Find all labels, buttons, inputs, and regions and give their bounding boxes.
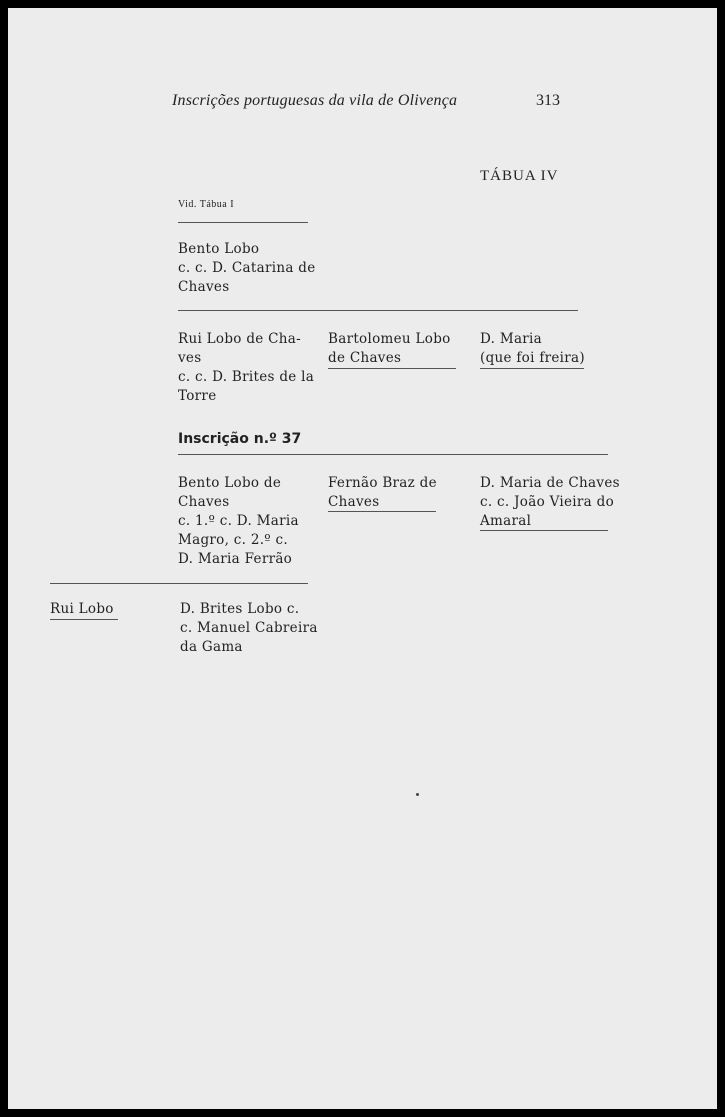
page-number: 313 [536,92,560,109]
divider [50,619,118,620]
entry-line: Bento Lobo [178,241,260,257]
divider [50,583,308,584]
entry-line: D. Maria Ferrão [178,551,293,567]
entry-line: Magro, c. 2.º c. [178,532,288,548]
entry-line: c. c. D. Brites de la [178,369,315,385]
entry-line: D. Maria [480,331,543,347]
entry-line: Rui Lobo de Cha- [178,331,301,347]
entry-line: Chaves [178,279,230,295]
entry-line: c. c. João Vieira do [480,494,614,510]
entry-line: Chaves [178,494,230,510]
reference-note: Vid. Tábua I [178,199,235,210]
divider [480,368,584,369]
page [8,8,717,1109]
divider [328,511,436,512]
entry-line: Bento Lobo de [178,475,282,491]
entry-line: Torre [178,388,217,404]
divider [178,310,578,311]
printing-speck [416,793,419,796]
entry-line: D. Maria de Chaves [480,475,620,491]
entry-line: c. c. D. Catarina de [178,260,316,276]
entry-line: Fernão Braz de [328,475,437,491]
divider [178,454,608,455]
divider [328,368,456,369]
entry-line: D. Brites Lobo c. [180,601,300,617]
entry-line: ves [178,350,202,366]
entry-line: c. Manuel Cabreira [180,620,318,636]
table-label: TÁBUA IV [480,168,559,184]
divider [178,222,308,223]
entry-line: da Gama [180,639,243,655]
entry-line: c. 1.º c. D. Maria [178,513,299,529]
running-header-title: Inscrições portuguesas da vila de Olivença [172,92,458,109]
entry-line: Bartolomeu Lobo [328,331,451,347]
entry-line: Amaral [480,513,532,529]
entry-line: (que foi freira) [480,350,585,366]
entry-rui-lobo: Rui Lobo [50,601,114,617]
entry-line: Chaves [328,494,380,510]
inscription-number: Inscrição n.º 37 [178,431,302,447]
divider [480,530,608,531]
entry-line: de Chaves [328,350,402,366]
